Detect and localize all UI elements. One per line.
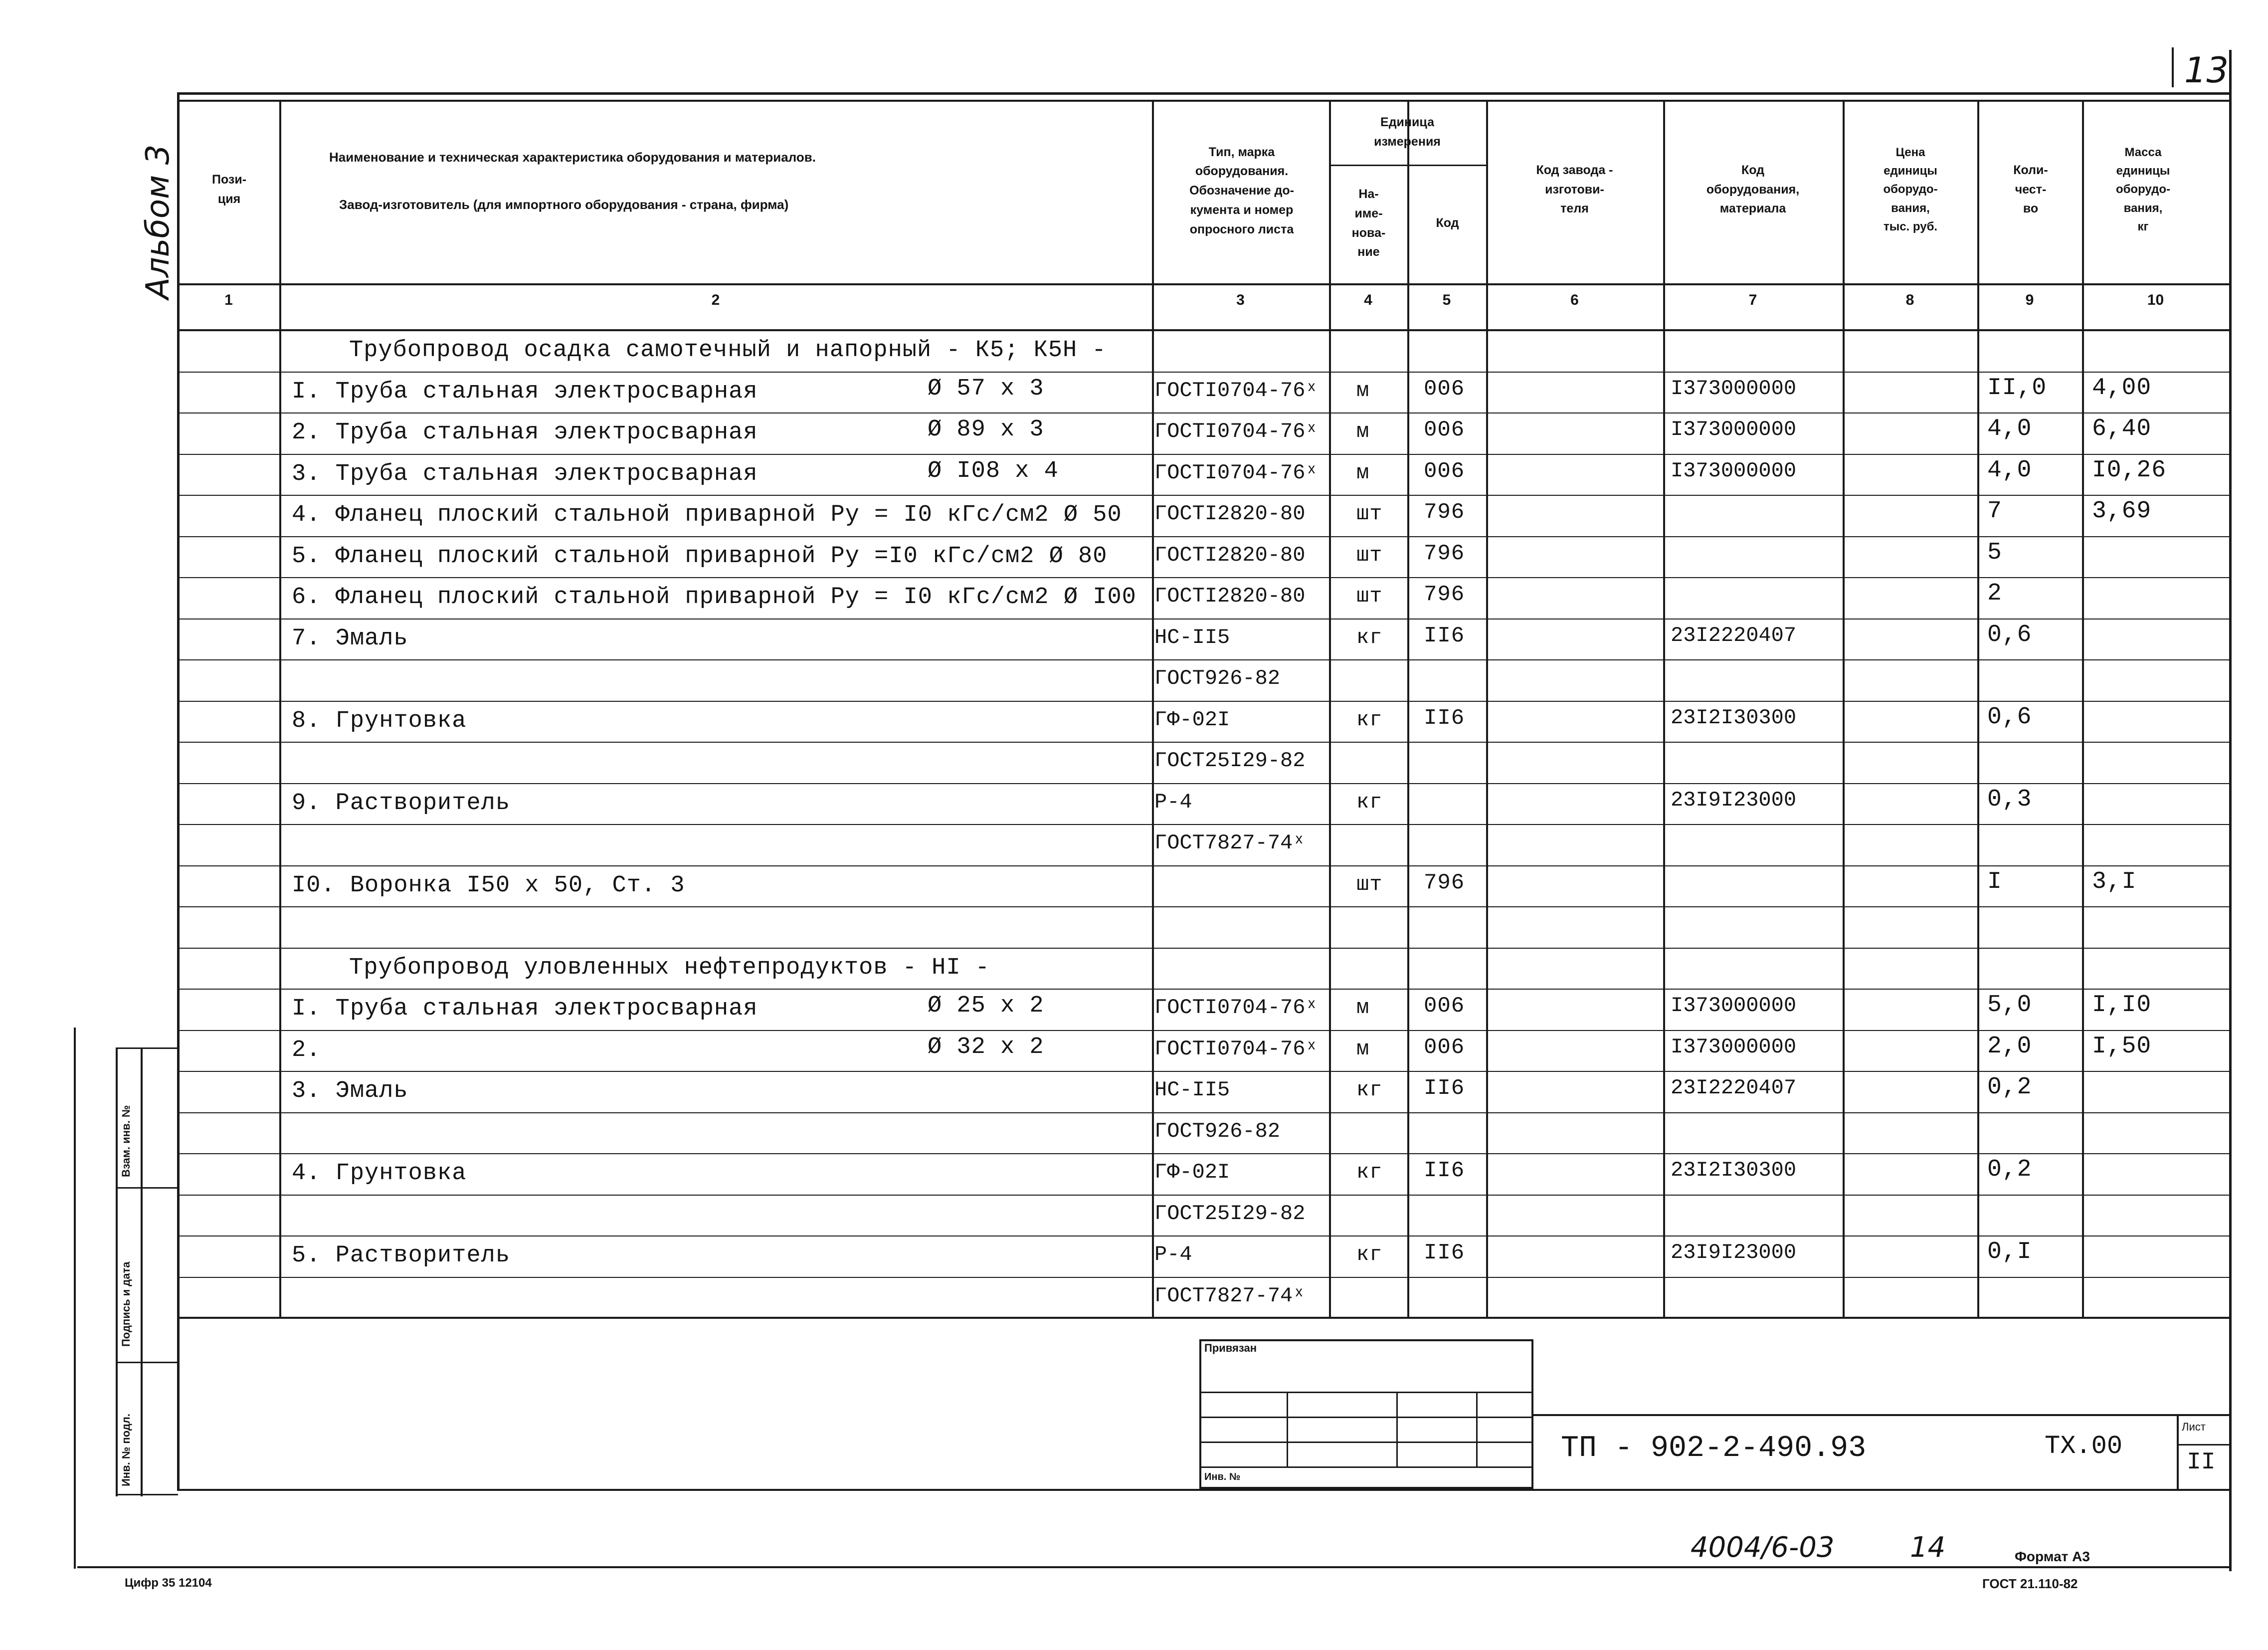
item-quantity: 4,0 [1987,456,2032,484]
page-number: 13 [2184,50,2229,91]
item-unit: кг [1356,1078,1383,1102]
item-description: 4. Фланец плоский стальной приварной Ру = I0 кГс/см2 Ø 50 [292,502,1122,528]
row-line [178,906,2229,907]
item-description: 3. Эмаль [292,1078,408,1104]
stamp-line-3 [116,1047,178,1049]
item-unit: кг [1356,625,1383,649]
item-description: 9. Растворитель [292,790,511,817]
column-number: 6 [1570,292,1579,308]
frame-bottom-line [77,1566,2232,1568]
stamp-signature-date: Подпись и дата [120,1261,132,1347]
row-line [178,783,2229,784]
item-document: Р-4 [1154,790,1192,814]
item-description: I0. Воронка I50 x 50, Ст. 3 [292,872,685,899]
item-unit-code: 796 [1424,500,1465,525]
sheet-label: Лист [2182,1421,2206,1433]
header-unit-name: На- име- нова- ние [1351,187,1386,259]
row-line [178,1071,2229,1072]
item-quantity: 0,6 [1987,703,2032,731]
column-number: 8 [1905,292,1914,308]
item-dimension: Ø 25 x 2 [928,993,1044,1019]
item-document: ГОСТ926-82 [1154,666,1281,690]
designation-top-line [1533,1414,2232,1416]
column-number: 1 [224,292,233,308]
item-code: I373000000 [1671,458,1797,483]
item-document: ГОСТI0704-76ˣ [1154,996,1318,1020]
sheet-box-left-line [2177,1414,2179,1489]
item-quantity: 7 [1987,498,2002,525]
header-bottom-line [178,283,2229,285]
bound-line-3 [1199,1442,1533,1443]
stamp-replace-inv: Взам. инв. № [120,1105,132,1177]
item-code: I373000000 [1671,994,1797,1018]
item-dimension: Ø 32 x 2 [928,1033,1044,1060]
row-line [178,454,2229,455]
item-unit: м [1356,460,1370,485]
item-mass: 4,00 [2092,374,2152,402]
item-document: ГФ-02I [1154,1160,1230,1184]
bound-line-1 [1199,1392,1533,1393]
item-description: 5. Растворитель [292,1242,511,1269]
item-description: 2. Труба стальная электросварная [292,419,758,446]
row-line [178,577,2229,578]
item-unit: шт [1356,543,1383,567]
column-number: 10 [2147,292,2164,308]
frame-top-line [177,92,2232,95]
group-heading: Трубопровод уловленных нефтепродуктов - НI - [349,954,990,981]
item-code: I373000000 [1671,1034,1797,1059]
item-code: 23I9I23000 [1671,788,1797,812]
row-line [178,412,2229,413]
archive-sheet: 14 [1910,1531,1946,1564]
bound-label: Привязан [1204,1342,1257,1354]
header-type: Тип, марка оборудования. Обозначение до- кумента и номер опросного листа [1189,145,1294,236]
item-description: 2. [292,1036,321,1063]
bound-line-4 [1199,1466,1533,1468]
item-document: ГОСТI2820-80 [1154,584,1306,608]
item-document: ГОСТI2820-80 [1154,543,1306,567]
item-unit: шт [1356,872,1383,896]
item-quantity: 0,6 [1987,621,2032,648]
item-quantity: 5 [1987,539,2002,566]
stamp-line-1 [116,1047,118,1496]
title-block-bottom-line [177,1489,2232,1491]
item-code: I373000000 [1671,376,1797,401]
item-description: 4. Грунтовка [292,1160,467,1187]
item-unit-code: II6 [1424,1158,1465,1183]
stamp-line-2 [141,1047,143,1496]
item-unit: м [1356,996,1370,1020]
item-description: 7. Эмаль [292,625,408,652]
item-unit: м [1356,1036,1370,1061]
item-dimension: Ø 57 x 3 [928,375,1044,402]
item-document: ГОСТ25I29-82 [1154,749,1306,773]
row-line [178,989,2229,990]
print-number: Цифр 35 12104 [125,1576,212,1590]
item-quantity: I [1987,868,2002,895]
page-number-tick [2172,47,2174,87]
item-document: ГОСТ926-82 [1154,1119,1281,1143]
item-unit-code: 796 [1424,541,1465,566]
item-code: 23I2I30300 [1671,705,1797,730]
item-unit: кг [1356,1160,1383,1184]
column-line [1977,100,1979,1318]
item-description: I. Труба стальная электросварная [292,996,758,1022]
item-document: ГОСТ7827-74ˣ [1154,1283,1306,1308]
stamp-original-inv: Инв. № подл. [120,1414,132,1486]
item-quantity: 0,I [1987,1238,2032,1265]
column-line [2082,100,2084,1318]
frame-right-line [2229,50,2232,1571]
item-mass: 3,I [2092,868,2137,895]
row-line [178,372,2229,373]
stamp-line-4 [116,1187,178,1189]
item-unit-code: 006 [1424,458,1465,484]
column-line [1486,100,1488,1318]
item-mass: 6,40 [2092,415,2152,442]
item-mass: I,50 [2092,1032,2152,1060]
bound-vline-3 [1476,1392,1478,1466]
column-line [1843,100,1845,1318]
item-code: 23I2220407 [1671,1076,1797,1100]
row-line [178,1112,2229,1113]
inv-number-label: Инв. № [1204,1471,1241,1482]
header-quantity: Коли- чест- во [2013,163,2048,216]
header-price: Цена единицы оборудо- вания, тыс. руб. [1883,146,1938,233]
item-dimension: Ø 89 x 3 [928,416,1044,443]
item-unit-code: 796 [1424,870,1465,895]
item-unit: кг [1356,707,1383,732]
item-unit: кг [1356,790,1383,814]
title-block-top-line [177,1317,2232,1319]
unit-subheader-line [1329,165,1486,166]
sheet-box-mid-line [2177,1444,2232,1445]
header-plant-code: Код завода - изготови- теля [1536,163,1613,216]
item-unit: м [1356,419,1370,443]
item-unit-code: 796 [1424,582,1465,607]
column-number: 5 [1442,292,1451,308]
item-unit-code: 006 [1424,376,1465,402]
header-name-line2: Завод-изготовитель (для импортного оборудования - страна, фирма) [339,197,789,212]
item-unit-code: 006 [1424,994,1465,1019]
row-line [178,1277,2229,1278]
album-label: Альбом 3 [140,144,177,299]
item-document: ГОСТI0704-76ˣ [1154,1036,1318,1061]
column-number: 9 [2025,292,2034,308]
item-quantity: 0,2 [1987,1156,2032,1183]
item-code: I373000000 [1671,417,1797,441]
header-unit: Единица измерения [1374,115,1441,149]
row-line [178,742,2229,743]
item-mass: I,I0 [2092,992,2152,1019]
header-unit-code: Код [1436,216,1459,230]
row-line [178,536,2229,537]
item-code: 23I9I23000 [1671,1240,1797,1264]
column-line [1329,100,1331,1318]
header-mass: Масса единицы оборудо- вания, кг [2115,146,2171,233]
column-number-bottom-line [178,329,2229,331]
item-unit: шт [1356,502,1383,526]
column-number: 4 [1364,292,1372,308]
item-description: 6. Фланец плоский стальной приварной Ру = I0 кГс/см2 Ø I00 [292,584,1136,611]
margin-left-line [74,1028,76,1569]
column-line [1152,100,1154,1318]
item-document: НС-II5 [1154,625,1230,649]
item-quantity: II,0 [1987,374,2047,402]
item-quantity: 2,0 [1987,1032,2032,1060]
item-dimension: Ø I08 x 4 [928,457,1059,484]
item-unit-code: II6 [1424,1076,1465,1101]
item-document: ГОСТ7827-74ˣ [1154,831,1306,855]
item-document: НС-II5 [1154,1078,1230,1102]
item-unit-code: II6 [1424,1240,1465,1265]
item-description: 3. Труба стальная электросварная [292,460,758,487]
row-line [178,1030,2229,1031]
item-document: ГОСТI2820-80 [1154,502,1306,526]
row-line [178,948,2229,949]
item-quantity: 4,0 [1987,415,2032,442]
column-number: 7 [1748,292,1757,308]
item-unit-code: II6 [1424,705,1465,731]
stamp-line-6 [116,1494,178,1495]
bound-vline-2 [1396,1392,1398,1466]
row-line [178,1236,2229,1237]
item-description: I. Труба стальная электросварная [292,378,758,405]
item-document: ГФ-02I [1154,707,1230,732]
header-position: Пози- ция [211,173,247,206]
format-standard: ГОСТ 21.110-82 [1982,1576,2078,1591]
row-line [178,865,2229,866]
column-line [1407,100,1409,1318]
item-document: Р-4 [1154,1242,1192,1266]
item-quantity: 2 [1987,580,2002,607]
item-unit-code: 006 [1424,417,1465,442]
item-mass: I0,26 [2092,456,2167,484]
item-description: 8. Грунтовка [292,707,467,734]
column-number: 2 [711,292,720,308]
archive-number: 4004/6-03 [1691,1531,1835,1564]
item-unit: кг [1356,1242,1383,1266]
item-mass: 3,69 [2092,498,2152,525]
column-line [1663,100,1665,1318]
format-label: Формат А3 [2015,1549,2090,1564]
column-line [279,100,281,1318]
row-line [178,1195,2229,1196]
item-quantity: 0,3 [1987,786,2032,813]
item-quantity: 5,0 [1987,992,2032,1019]
item-unit-code: 006 [1424,1034,1465,1060]
sheet-number: II [2187,1449,2216,1476]
row-line [178,1153,2229,1154]
item-code: 23I2I30300 [1671,1158,1797,1182]
project-code: ТП - 902-2-490.93 [1561,1432,1867,1465]
row-line [178,659,2229,660]
item-document: ГОСТI0704-76ˣ [1154,419,1318,443]
item-unit-code: II6 [1424,623,1465,648]
item-code: 23I2220407 [1671,623,1797,647]
item-document: ГОСТI0704-76ˣ [1154,378,1318,403]
item-quantity: 0,2 [1987,1074,2032,1101]
item-document: ГОСТ25I29-82 [1154,1201,1306,1226]
item-unit: шт [1356,584,1383,608]
column-number: 3 [1236,292,1245,308]
row-line [178,824,2229,825]
stamp-line-5 [116,1362,178,1363]
header-item-code: Код оборудования, материала [1706,163,1800,216]
bound-line-2 [1199,1417,1533,1418]
bound-vline-1 [1287,1392,1288,1466]
item-description: 5. Фланец плоский стальной приварной Ру =I0 кГс/см2 Ø 80 [292,543,1108,570]
item-document: ГОСТI0704-76ˣ [1154,460,1318,485]
row-line [178,495,2229,496]
group-heading: Трубопровод осадка самотечный и напорный - К5; К5Н - [349,337,1107,364]
sheet-code: ТХ.00 [2045,1432,2123,1461]
row-line [178,701,2229,702]
item-unit: м [1356,378,1370,403]
header-name-line1: Наименование и техническая характеристика оборудования и материалов. [329,150,816,165]
